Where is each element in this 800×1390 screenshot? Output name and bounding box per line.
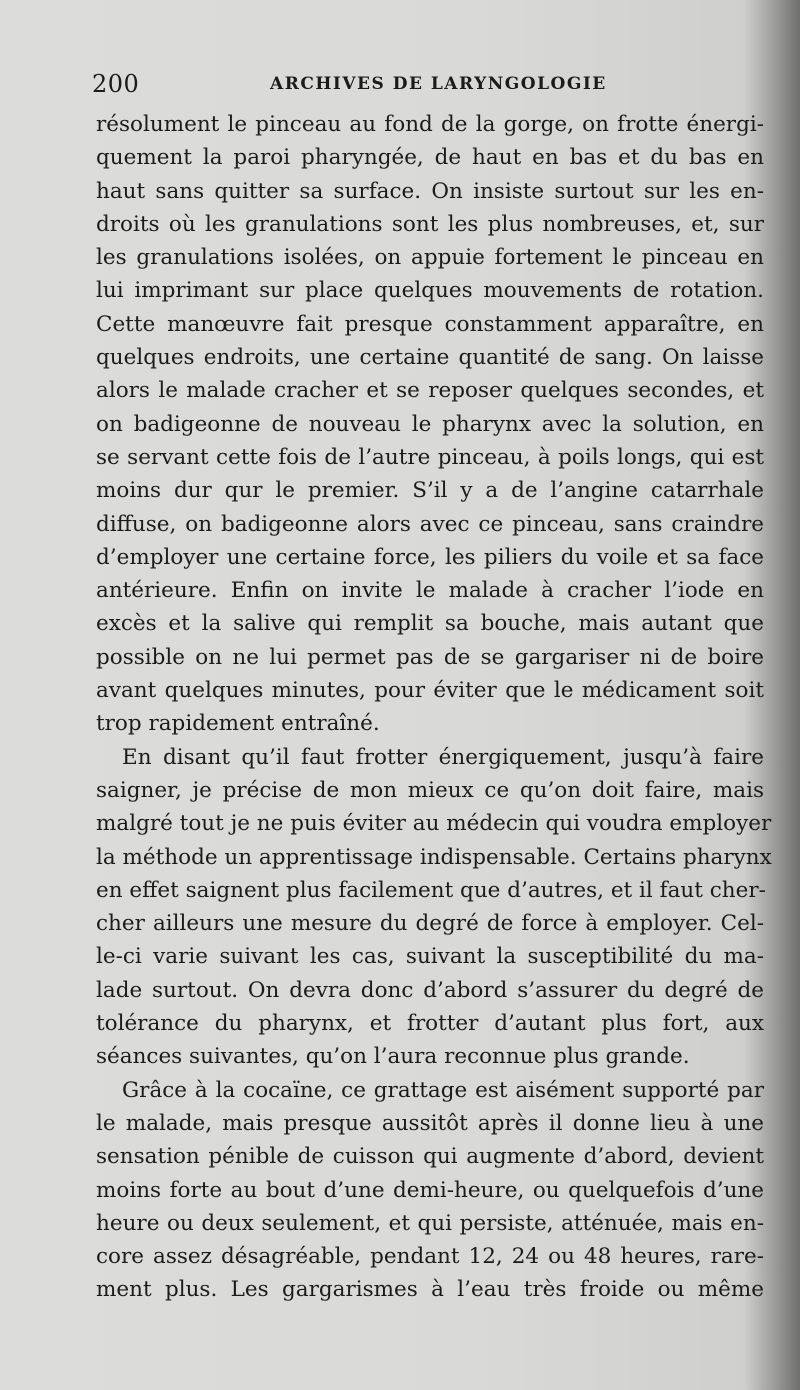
paragraph-2: [96, 741, 772, 1074]
text-line: En disant qu’il faut frotter énergiquement, jusqu’à faire: [122, 744, 764, 770]
page-number: 200: [92, 70, 140, 98]
text-line: core assez désagréable, pendant 12, 24 ou 48 heures, rare-: [96, 1244, 764, 1270]
text-line: diffuse, on badigeonne alors avec ce pinceau, sans craindre: [96, 511, 764, 537]
text-line: saigner, je précise de mon mieux ce qu’on doit faire, mais: [96, 777, 764, 803]
text-line: on badigeonne de nouveau le pharynx avec la solution, en: [96, 411, 764, 437]
text-line: possible on ne lui permet pas de se gargariser ni de boire: [96, 644, 764, 670]
text-line: quement la paroi pharyngée, de haut en bas et du bas en: [96, 145, 764, 171]
text-line: excès et la salive qui remplit sa bouche, mais autant que: [96, 611, 764, 637]
text-line: moins dur qur le premier. S’il y a de l’angine catarrhale: [96, 478, 764, 504]
text-line: résolument le pinceau au fond de la gorge, on frotte énergi-: [96, 112, 764, 137]
text-line: en effet saignent plus facilement que d’autres, et il faut cher-: [96, 877, 766, 903]
text-line: lade surtout. On devra donc d’abord s’assurer du degré de: [96, 977, 764, 1003]
text-line: la méthode un apprentissage indispensable. Certains pharynx: [96, 844, 772, 870]
text-line: droits où les granulations sont les plus nombreuses, et, sur: [96, 211, 764, 237]
text-line: tolérance du pharynx, et frotter d’autant plus fort, aux: [96, 1011, 764, 1037]
text-line: Grâce à la cocaïne, ce grattage est aisément supporté par: [122, 1077, 764, 1103]
text-line: quelques endroits, une certaine quantité de sang. On laisse: [96, 345, 764, 371]
body-text: [96, 108, 772, 1307]
text-line: moins forte au bout d’une demi-heure, ou quelquefois d’une: [96, 1177, 764, 1203]
text-line: trop rapidement entraîné.: [96, 711, 380, 737]
text-line: se servant cette fois de l’autre pinceau, à poils longs, qui est: [96, 444, 764, 470]
text-line: alors le malade cracher et se reposer quelques secondes, et: [96, 378, 764, 404]
text-line: cher ailleurs une mesure du degré de force à employer. Cel-: [96, 911, 764, 937]
text-line: lui imprimant sur place quelques mouvements de rotation.: [96, 278, 764, 304]
text-line: antérieure. Enfin on invite le malade à cracher l’iode en: [96, 578, 764, 604]
paragraph-3: [96, 1074, 764, 1307]
text-line: le malade, mais presque aussitôt après il donne lieu à une: [96, 1110, 764, 1136]
text-line: ment plus. Les gargarismes à l’eau très froide ou même: [96, 1277, 764, 1303]
text-line: haut sans quitter sa surface. On insiste surtout sur les en-: [96, 178, 764, 204]
page-header: [92, 62, 732, 102]
text-line: d’employer une certaine force, les piliers du voile et sa face: [96, 544, 764, 570]
paragraph-1: [96, 108, 764, 741]
text-line: le-ci varie suivant les cas, suivant la susceptibilité du ma-: [96, 944, 764, 970]
text-line: les granulations isolées, on appuie fortement le pinceau en: [96, 245, 764, 271]
text-line: malgré tout je ne puis éviter au médecin qui voudra employer: [96, 811, 772, 837]
text-line: séances suivantes, qu’on l’aura reconnue plus grande.: [96, 1044, 690, 1070]
text-line: Cette manœuvre fait presque constamment apparaître, en: [96, 311, 764, 337]
text-line: heure ou deux seulement, et qui persiste, atténuée, mais en-: [96, 1210, 764, 1236]
running-title: ARCHIVES DE LARYNGOLOGIE: [270, 74, 607, 94]
text-line: avant quelques minutes, pour éviter que le médicament soit: [96, 678, 764, 704]
text-line: sensation pénible de cuisson qui augmente d’abord, devient: [96, 1144, 764, 1170]
